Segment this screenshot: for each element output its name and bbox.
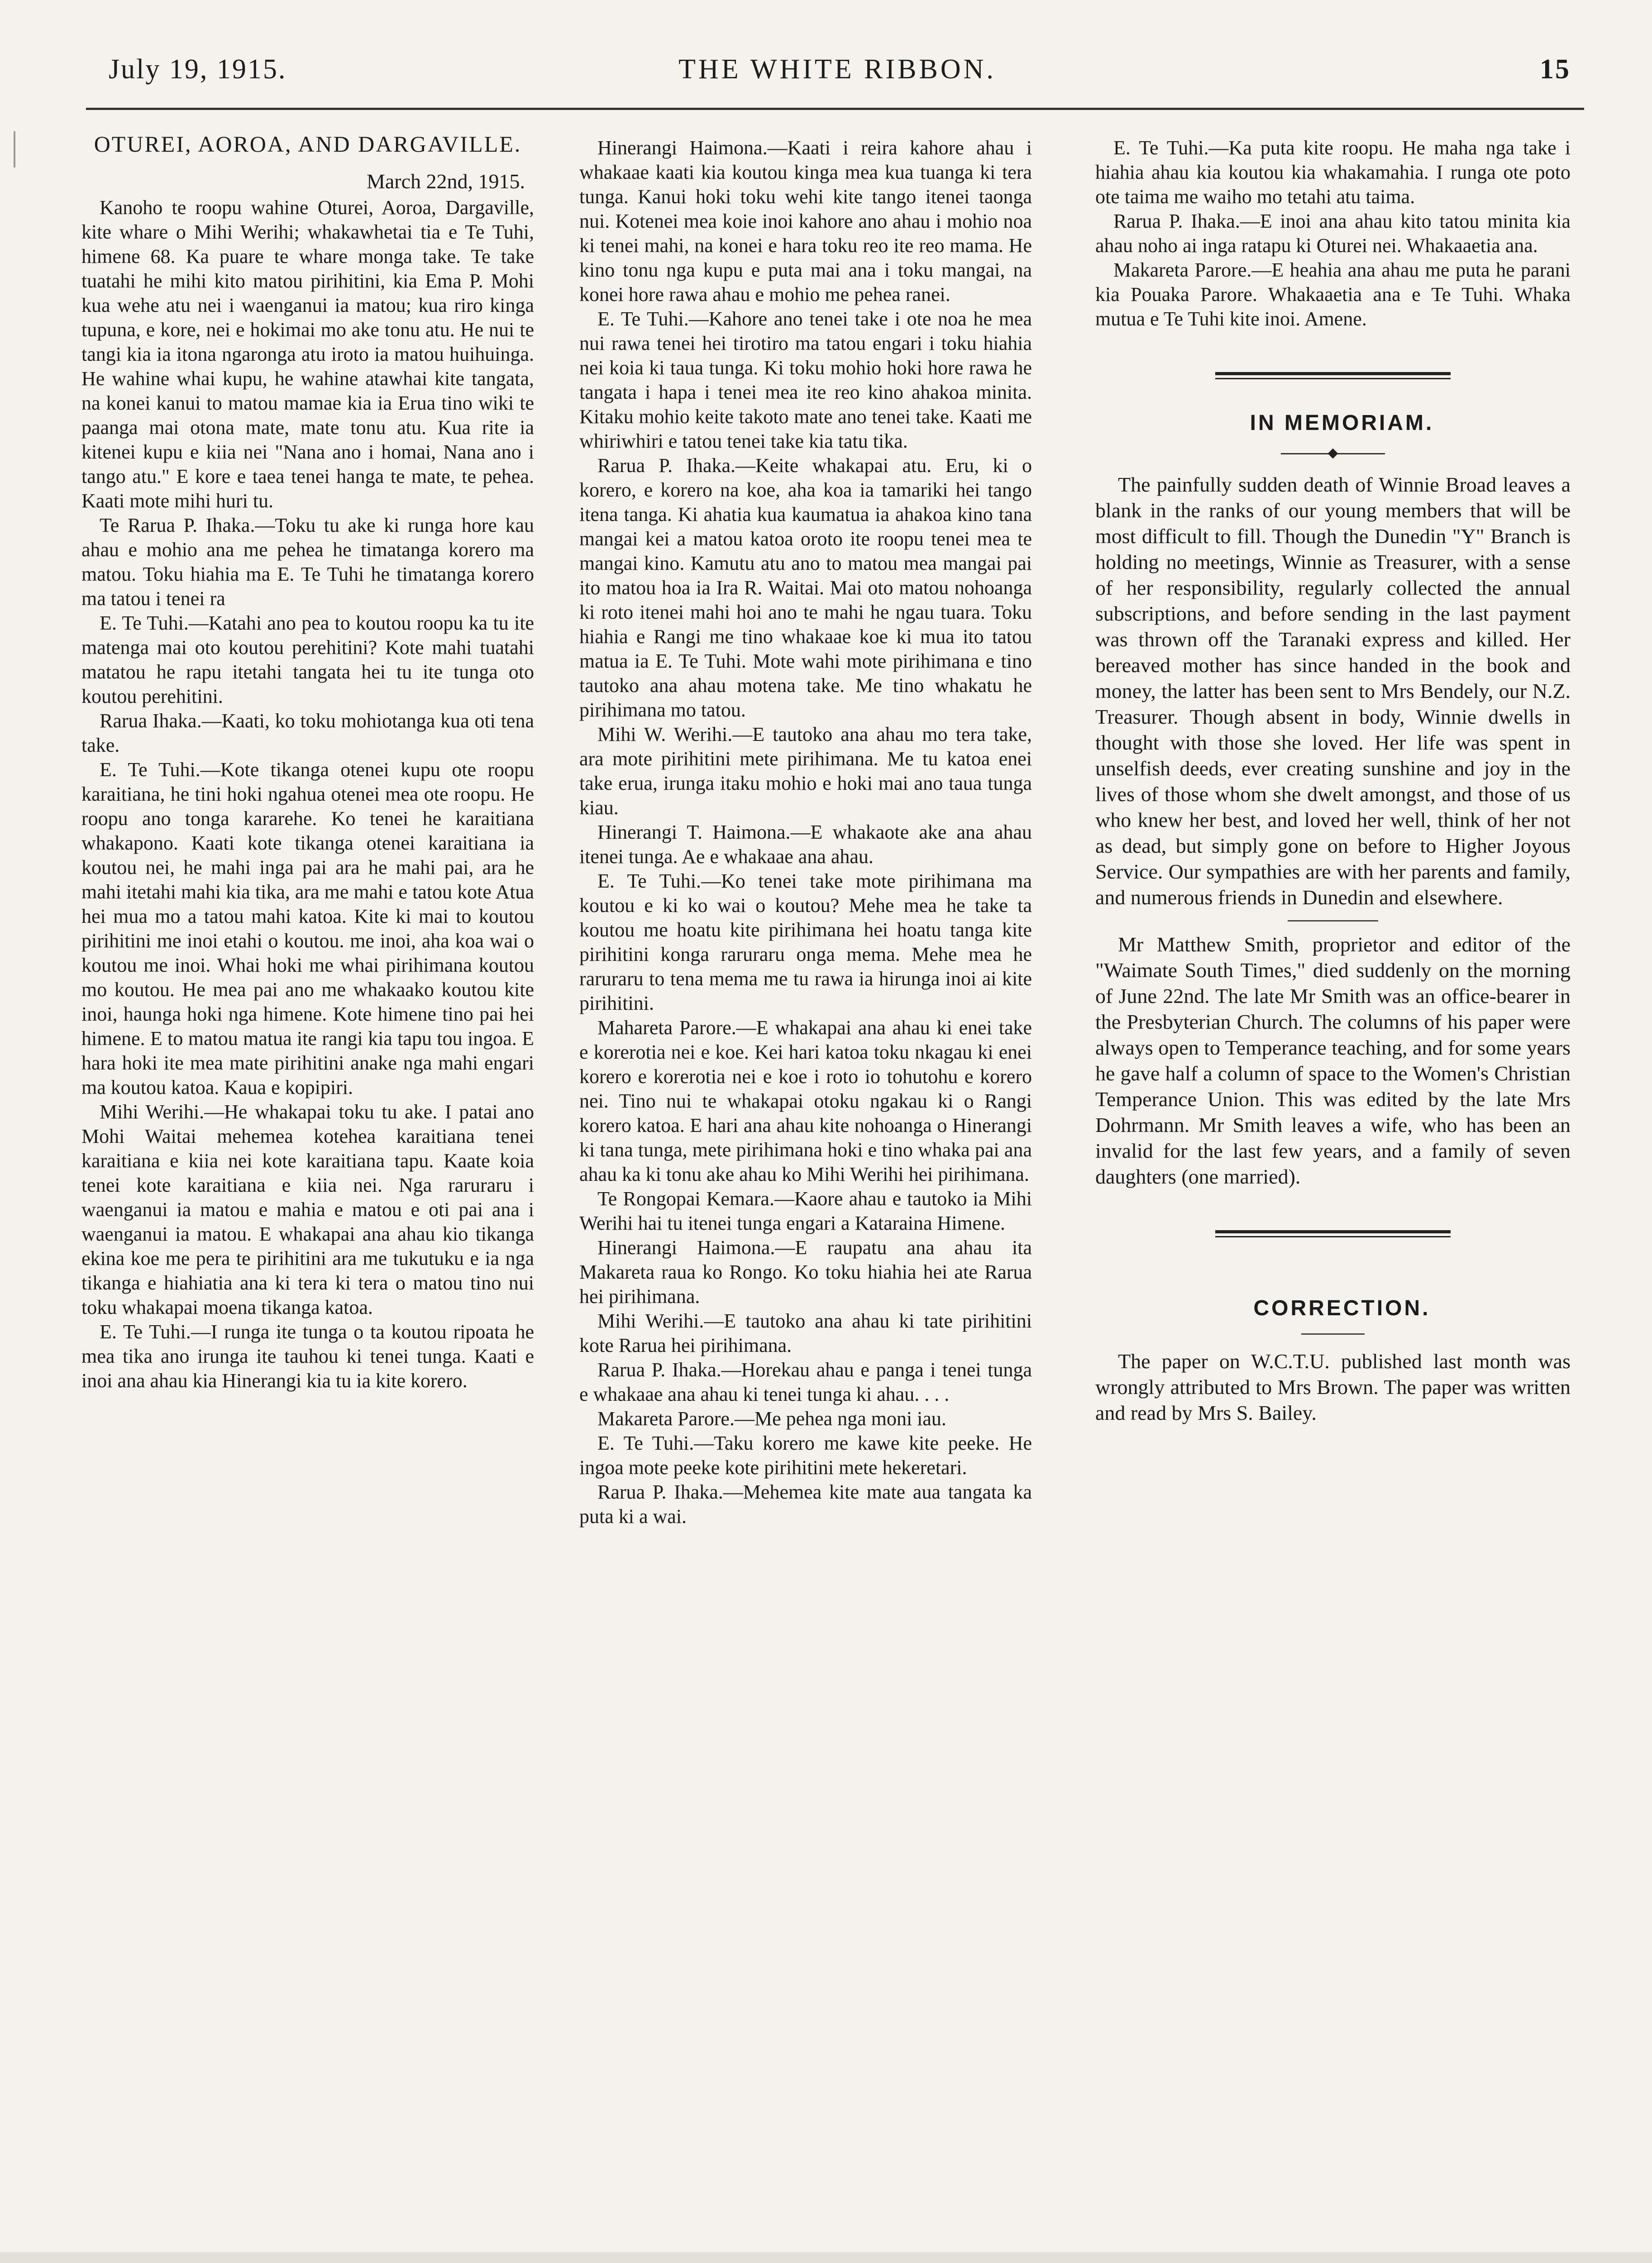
page-edge <box>0 2252 1652 2263</box>
article-paragraph: E. Te Tuhi.—Katahi ano pea to koutou roopu ka tu ite matenga mai oto koutou perehitini? Kote mahi tuatahi matatou he rapu itetahi tangata hei tu ite tunga oto koutou perehitini. <box>81 612 534 707</box>
column-3 <box>1095 136 1571 1426</box>
article-paragraph: Rarua Ihaka.—Kaati, ko toku mohiotanga kua oti tena take. <box>81 710 534 756</box>
article-paragraph: Rarua P. Ihaka.—Horekau ahau e panga i tenei tunga e whakaae ana ahau ki tenei tunga ki ahau. . . . <box>579 1359 1032 1405</box>
binding-mark <box>14 131 15 167</box>
running-header <box>104 53 1571 94</box>
journal-title: THE WHITE RIBBON. <box>678 54 996 85</box>
article-paragraph: Kanoho te roopu wahine Oturei, Aoroa, Dargaville, kite whare o Mihi Werihi; whakawhetai tia e Te Tuhi, himene 68. Ka puare te whare monga take. Te take tuatahi he mihi kito matou pirihitini, kia Ema P. Mohi kua wehe atu nei i waenganui ia matou; kua riro kinga tupuna, e kore, nei e hokimai mo ake tonu atu. He nui te tangi kia ia itona ngaronga atu iroto ia matou huihuinga. He wahine whai kupu, he wahine atawhai kite tangata, na konei kanui to matou mamae kia ia Erua tino wiki te paanga mai otona mate, mate tonu atu. Kua rite ia kitenei kupu e kiia nei "Nana ano i homai, Nana ano i tango atu." E kore e taea tenei hanga te mate, te pehea. Kaati mote mihi huri tu. <box>81 196 534 512</box>
obituary-paragraph: Mr Matthew Smith, proprietor and editor of the "Waimate South Times," died suddenly on the morning of June 22nd. The late Mr Smith was an office-bearer in the Presbyterian Church. The columns of his paper were always open to Temperance teaching, and for some years he gave half a column of space to the Women's Christian Temperance Union. This was edited by the late Mrs Dohrmann. Mr Smith leaves a wife, who has been an invalid for the last few years, and a family of seven daughters (one married). <box>1095 933 1571 1188</box>
article-paragraph: E. Te Tuhi.—Kote tikanga otenei kupu ote roopu karaitiana, he tini hoki ngahua otenei mea ote roopu. He roopu ano tonga kararehe. Ko tenei he karaitiana whakapono. Kaati kote tikanga otenei karaitiana ia koutou nei, he mahi inga pai ara he mahi pai, ara he mahi itetahi mahi kia tika, ara me mahi e tatou kote Atua hei mua mo a tatou mahi katoa. Kite ki mai to koutou pirihitini me inoi etahi o koutou. me inoi, aha koa wai o koutou me inoi. Whai hoki me whai pirihimana koutou mo koutou. He mea pai ano me whakaako koutou kite inoi, haunga hoki nga himene. Kote himene tino pai hei himene. E to matou matua ite rangi kia tapu tou ingoa. E hara hoki ite mea mate pirihitini anake nga mahi engari ma koutou katoa. Kaua e kopipiri. <box>81 759 534 1098</box>
article-paragraph: Rarua P. Ihaka.—Keite whakapai atu. Eru, ki o korero, e korero na koe, aha koa ia tamariki hei tango itena tanga. Ki ahatia kua kaumatua ia ahakoa kino tana mangai kei a matou katoa oroto ite roopu tenei mea te mangai kino. Kamutu atu ano to matou mea mangai pai ito matou hoa ia Ira R. Waitai. Mai oto matou nohoanga ki roto itenei mahi hoi ano te mahi he ngau tuara. Toku hiahia e Rangi me tino whakaae koe ki mua ito tatou matua ia E. Te Tuhi. Mote wahi mote pirihimana e tino tautoko ana ahau motena take. Me tino whakatu he pirihimana mo tatou. <box>579 454 1032 721</box>
header-rule <box>86 108 1584 110</box>
memoriam-heading: IN MEMORIAM. <box>1250 411 1434 435</box>
article-paragraph: Hinerangi Haimona.—Kaati i reira kahore ahau i whakaae kaati kia koutou kinga mea kua tuanga ki tera tunga. Kanui hoki toku wehi kite tango itenei taonga nui. Kotenei mea koie inoi kahore ano ahau i mohio noa ki tenei mahi, na konei e hara toku reo ite reo mama. He kino tonu nga kupu e puta mai ana i toku mangai, na konei hore rawa ahau e mohio me pehea ranei. <box>579 137 1032 306</box>
article-paragraph: Mihi Werihi.—E tautoko ana ahau ki tate pirihitini kote Rarua hei pirihimana. <box>579 1310 1032 1356</box>
article-paragraph: Makareta Parore.—E heahia ana ahau me puta he parani kia Pouaka Parore. Whakaaetia ana e Te Tuhi. Whaka mutua e Te Tuhi kite inoi. Amene. <box>1095 259 1571 330</box>
article-paragraph: Hinerangi T. Haimona.—E whakaote ake ana ahau itenei tunga. Ae e whakaae ana ahau. <box>579 821 1032 868</box>
article-paragraph: Hinerangi Haimona.—E raupatu ana ahau ita Makareta raua ko Rongo. Ko toku hiahia hei ate Rarua hei pirihimana. <box>579 1237 1032 1308</box>
article-paragraph: Mahareta Parore.—E whakapai ana ahau ki enei take e korerotia nei e koe. Kei hari katoa toku nkagau ki enei korero e korerotia nei e koe i roto io tohutohu e korero nei. Tino nui te whakapai otoku ngakau ki o Rangi korero katoa. E hari ana ahau kite nohoanga o Hinerangi ki tana tunga, mete pirihimana hoki e tino whaka pai ana ahau ka ki tonu ake ahau ko Mihi Werihi hei pirihimana. <box>579 1017 1032 1185</box>
article-paragraph: Te Rongopai Kemara.—Kaore ahau e tautoko ia Mihi Werihi hai tu itenei tunga engari a Kataraina Himene. <box>579 1188 1032 1234</box>
article-paragraph: E. Te Tuhi.—Kahore ano tenei take i ote noa he mea nui rawa tenei hei tirotiro ma tatou engari i toku hiahia nei koia ki taua tunga. Ki toku mohio hoki hore rawa he tangata i hapa i tenei mea ite reo kino ahakoa minita. Kitaku mohio keite takoto mate ano tenei take. Kaati me whiriwhiri e tatou tenei take kia tatu tika. <box>579 308 1032 452</box>
correction-text: The paper on W.C.T.U. published last month was wrongly attributed to Mrs Brown. The paper was written and read by Mrs S. Bailey. <box>1095 1350 1571 1424</box>
page-number: 15 <box>1540 54 1571 85</box>
short-rule <box>1301 1333 1365 1335</box>
correction-section <box>1095 1348 1571 1426</box>
diamond-rule <box>1281 449 1385 458</box>
article-paragraph: E. Te Tuhi.—Ko tenei take mote pirihimana ma koutou e ki ko wai o koutou? Mehe mea he take ta koutou me hoatu kite pirihimana hei hoatu tanga kite pirihitini konga raruraru onga mema. Mehe mea he raruraru to tena mema me tu rawa ia hirunga inoi ai kite pirihitini. <box>579 870 1032 1014</box>
article-paragraph: E. Te Tuhi.—Ka puta kite roopu. He maha nga take i hiahia ahau kia koutou kia whakamahia. I runga ote poto ote taima me waiho mo tetahi atu taima. <box>1095 137 1571 208</box>
memoriam-section <box>1095 472 1571 1189</box>
column-1 <box>81 131 534 1393</box>
issue-date: July 19, 1915. <box>109 54 287 85</box>
article-paragraph: Rarua P. Ihaka.—E inoi ana ahau kito tatou minita kia ahau noho ai inga ratapu ki Oturei nei. Whakaaetia ana. <box>1095 210 1571 257</box>
section-divider <box>1215 1230 1451 1237</box>
section-divider <box>1215 372 1451 379</box>
correction-heading: CORRECTION. <box>1253 1296 1431 1320</box>
article-dateline: March 22nd, 1915. <box>366 170 525 193</box>
article-paragraph: Makareta Parore.—Me pehea nga moni iau. <box>597 1408 946 1430</box>
article-paragraph: Mihi Werihi.—He whakapai toku tu ake. I patai ano Mohi Waitai mehemea kotehea karaitiana tenei karaitiana e kiia nei kote karaitiana tapu. Kaate koia tenei kote karaitiana e kiia nei. Nga raruraru i waenganui ia matou e mahia e matou e oti pai ana i waenganui ia matou. E whakapai ana ahau kio tikanga ekina koe me pera te pirihitini ara me tukutuku e ia nga tikanga e hiahiatia ana ki tera ki tera o matou tino nui toku whakapai moena tikanga katoa. <box>81 1101 534 1318</box>
article-title: OTUREI, AOROA, AND DARGAVILLE. <box>94 131 522 157</box>
short-rule <box>1288 920 1378 921</box>
article-paragraph: Te Rarua P. Ihaka.—Toku tu ake ki runga hore kau ahau e mohio ana me pehea he timatanga korero ma matou. Toku hiahia ma E. Te Tuhi he timatanga korero ma tatou i tenei ra <box>81 514 534 610</box>
column-2 <box>579 136 1032 1529</box>
memoriam-paragraph: The painfully sudden death of Winnie Broad leaves a blank in the ranks of our young members that will be most difficult to fill. Though the Dunedin "Y" Branch is holding no meetings, Winnie as Treasurer, with a sense of her responsibility, regularly collected the annual subscriptions, and before sending in the last payment was thrown off the Taranaki express and killed. Her bereaved mother has since handed in the book and money, the latter has been sent to Mrs Bendely, our N.Z. Treasurer. Though absent in body, Winnie dwells in thought with those she loved. Her life was spent in unselfish deeds, ever creating sunshine and joy in the lives of those whom she dwelt amongst, and those of us who knew her best, and loved her well, think of her not as dead, but simply gone on before to Higher Joyous Service. Our sympathies are with her parents and family, and numerous friends in Dunedin and elsewhere. <box>1095 473 1571 909</box>
article-paragraph: E. Te Tuhi.—I runga ite tunga o ta koutou ripoata he mea tika ano irunga ite tauhou ki tenei tunga. Kaati e inoi ana ahau kia Hinerangi kia tu ia kite korero. <box>81 1321 534 1392</box>
article-paragraph: Rarua P. Ihaka.—Mehemea kite mate aua tangata ka puta ki a wai. <box>579 1481 1032 1528</box>
article-paragraph: Mihi W. Werihi.—E tautoko ana ahau mo tera take, ara mote pirihitini mete pirihimana. Me tu katoa enei take erua, irunga itaku mohio e hoki mai ano taua tunga kiau. <box>579 723 1032 819</box>
article-paragraph: E. Te Tuhi.—Taku korero me kawe kite peeke. He ingoa mote peeke kote pirihitini mete hekeretari. <box>579 1432 1032 1479</box>
